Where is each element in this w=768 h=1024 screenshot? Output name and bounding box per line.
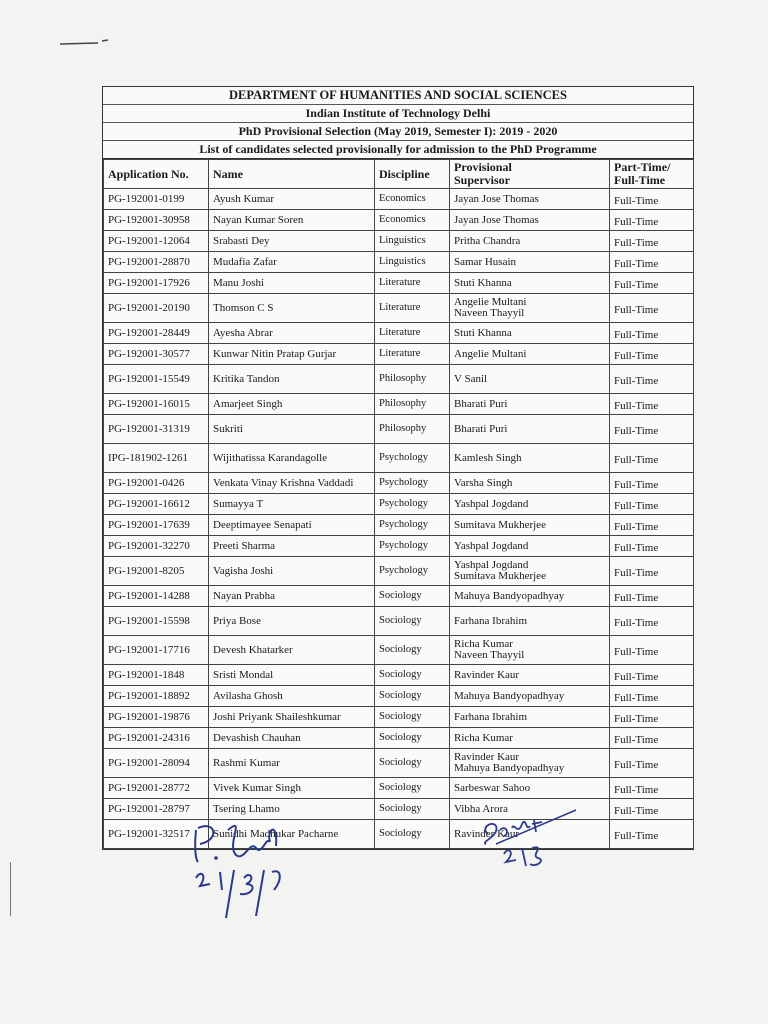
supervisor-name: Angelie Multani [454, 347, 527, 360]
cell-name: Mudafia Zafar [209, 252, 375, 273]
cell-discipline: Economics [375, 189, 450, 210]
supervisor-name: Varsha Singh [454, 476, 513, 489]
cell-application-no: PG-192001-17716 [104, 636, 209, 665]
cell-mode: Full-Time [610, 799, 694, 820]
cell-application-no: PG-192001-17926 [104, 273, 209, 294]
cell-discipline: Psychology [375, 473, 450, 494]
supervisor-name: Richa Kumar [454, 638, 513, 650]
table-row [104, 415, 694, 444]
cell-application-no: PG-192001-16015 [104, 394, 209, 415]
table-row [104, 444, 694, 473]
mode-header-text: Part-Time/ Full-Time [614, 160, 671, 187]
cell-name: Rashmi Kumar [209, 749, 375, 778]
cell-discipline: Psychology [375, 515, 450, 536]
cell-mode: Full-Time [610, 749, 694, 778]
cell-discipline: Philosophy [375, 415, 450, 444]
column-header-discipline: Discipline [375, 160, 450, 189]
table-row [104, 515, 694, 536]
department-title: DEPARTMENT OF HUMANITIES AND SOCIAL SCIENCES [103, 87, 693, 105]
supervisor-name: Bharati Puri [454, 397, 508, 410]
cell-name: Devesh Khatarker [209, 636, 375, 665]
signature-left [186, 800, 296, 920]
supervisor-name: Richa Kumar [454, 731, 513, 744]
cell-discipline: Economics [375, 210, 450, 231]
cell-mode: Full-Time [610, 344, 694, 365]
cell-name: Ayush Kumar [209, 189, 375, 210]
cell-supervisor [450, 536, 610, 557]
supervisor-name: Sarbeswar Sahoo [454, 781, 531, 794]
cell-application-no: PG-192001-17639 [104, 515, 209, 536]
supervisor-name: Farhana Ibrahim [454, 614, 527, 627]
cell-discipline: Sociology [375, 749, 450, 778]
cell-name: Wijithatissa Karandagolle [209, 444, 375, 473]
cell-mode: Full-Time [610, 778, 694, 799]
supervisor-name: Jayan Jose Thomas [454, 192, 539, 205]
cell-mode: Full-Time [610, 728, 694, 749]
cell-mode: Full-Time [610, 665, 694, 686]
table-row [104, 686, 694, 707]
supervisor-header-text: Provisional Supervisor [454, 160, 512, 187]
table-body [104, 189, 694, 849]
cell-supervisor [450, 323, 610, 344]
column-header-supervisor [450, 160, 610, 189]
candidates-table [103, 159, 694, 849]
cell-application-no: PG-192001-20190 [104, 294, 209, 323]
supervisor-name: Sumitava Mukherjee [454, 518, 546, 531]
table-row [104, 210, 694, 231]
cell-discipline: Psychology [375, 444, 450, 473]
table-row [104, 707, 694, 728]
cell-name: Sumayya T [209, 494, 375, 515]
supervisor-name: Stuti Khanna [454, 276, 512, 289]
cell-mode: Full-Time [610, 586, 694, 607]
cell-discipline: Sociology [375, 665, 450, 686]
cell-supervisor [450, 494, 610, 515]
supervisor-name: Angelie Multani [454, 296, 527, 308]
cell-mode: Full-Time [610, 273, 694, 294]
supervisor-name: Ravinder Kaur [454, 827, 520, 840]
supervisor-name: Jayan Jose Thomas [454, 213, 539, 226]
cell-discipline: Sociology [375, 636, 450, 665]
cell-supervisor [450, 365, 610, 394]
cell-supervisor [450, 607, 610, 636]
cell-mode: Full-Time [610, 323, 694, 344]
cell-discipline: Literature [375, 323, 450, 344]
cell-application-no: PG-192001-32517 [104, 820, 209, 849]
table-row [104, 273, 694, 294]
table-row [104, 728, 694, 749]
cell-discipline: Sociology [375, 707, 450, 728]
cell-application-no: PG-192001-0199 [104, 189, 209, 210]
cell-name: Tsering Lhamo [209, 799, 375, 820]
cell-mode: Full-Time [610, 636, 694, 665]
cell-mode: Full-Time [610, 557, 694, 586]
cell-supervisor [450, 444, 610, 473]
cell-name: Vagisha Joshi [209, 557, 375, 586]
cell-application-no: PG-192001-15549 [104, 365, 209, 394]
table-row [104, 494, 694, 515]
cell-supervisor [450, 231, 610, 252]
selection-title: PhD Provisional Selection (May 2019, Semester I): 2019 - 2020 [103, 123, 693, 141]
table-row [104, 665, 694, 686]
cell-supervisor [450, 586, 610, 607]
table-row [104, 536, 694, 557]
cell-supervisor [450, 294, 610, 323]
supervisor-name: Farhana Ibrahim [454, 710, 527, 723]
cell-discipline: Sociology [375, 586, 450, 607]
scan-mark-top-left [58, 36, 118, 50]
cell-application-no: PG-192001-28870 [104, 252, 209, 273]
table-row [104, 778, 694, 799]
cell-application-no: PG-192001-16612 [104, 494, 209, 515]
cell-mode: Full-Time [610, 394, 694, 415]
table-row [104, 749, 694, 778]
cell-application-no: PG-192001-32270 [104, 536, 209, 557]
table-row [104, 231, 694, 252]
left-edge-bracket [10, 862, 14, 916]
cell-mode: Full-Time [610, 231, 694, 252]
cell-name: Srabasti Dey [209, 231, 375, 252]
cell-supervisor [450, 557, 610, 586]
supervisor-name: Samar Husain [454, 255, 517, 268]
supervisor-name: Naveen Thayyil [454, 307, 525, 319]
cell-name: Kunwar Nitin Pratap Gurjar [209, 344, 375, 365]
supervisor-name: Yashpal Jogdand [454, 497, 529, 510]
supervisor-name: Bharati Puri [454, 422, 508, 435]
cell-application-no: PG-192001-30577 [104, 344, 209, 365]
cell-discipline: Psychology [375, 494, 450, 515]
selection-list-document [102, 86, 694, 850]
signature-right [476, 806, 586, 876]
cell-name: Nayan Kumar Soren [209, 210, 375, 231]
cell-mode: Full-Time [610, 473, 694, 494]
cell-mode: Full-Time [610, 536, 694, 557]
cell-application-no: PG-192001-28772 [104, 778, 209, 799]
column-header-name: Name [209, 160, 375, 189]
supervisor-name: Stuti Khanna [454, 326, 512, 339]
cell-name: Devashish Chauhan [209, 728, 375, 749]
cell-discipline: Psychology [375, 536, 450, 557]
cell-supervisor [450, 707, 610, 728]
cell-discipline: Psychology [375, 557, 450, 586]
cell-supervisor [450, 686, 610, 707]
supervisor-name: Yashpal Jogdand [454, 559, 529, 571]
cell-name: Vivek Kumar Singh [209, 778, 375, 799]
cell-supervisor [450, 252, 610, 273]
cell-application-no: IPG-181902-1261 [104, 444, 209, 473]
cell-mode: Full-Time [610, 189, 694, 210]
cell-mode: Full-Time [610, 444, 694, 473]
supervisor-name: Mahuya Bandyopadhyay [454, 589, 565, 602]
cell-supervisor [450, 749, 610, 778]
cell-discipline: Linguistics [375, 252, 450, 273]
table-row [104, 473, 694, 494]
cell-discipline: Sociology [375, 778, 450, 799]
cell-name: Kritika Tandon [209, 365, 375, 394]
cell-application-no: PG-192001-28449 [104, 323, 209, 344]
supervisor-name: Vibha Arora [454, 802, 509, 815]
cell-mode: Full-Time [610, 515, 694, 536]
cell-name: Nayan Prabha [209, 586, 375, 607]
cell-discipline: Sociology [375, 686, 450, 707]
cell-discipline: Sociology [375, 607, 450, 636]
cell-mode: Full-Time [610, 294, 694, 323]
cell-name: Thomson C S [209, 294, 375, 323]
cell-name: Manu Joshi [209, 273, 375, 294]
supervisor-name: Kamlesh Singh [454, 451, 522, 464]
cell-discipline: Linguistics [375, 231, 450, 252]
table-row [104, 252, 694, 273]
cell-application-no: PG-192001-18892 [104, 686, 209, 707]
cell-mode: Full-Time [610, 686, 694, 707]
cell-supervisor [450, 189, 610, 210]
cell-supervisor [450, 665, 610, 686]
cell-application-no: PG-192001-12064 [104, 231, 209, 252]
cell-application-no: PG-192001-15598 [104, 607, 209, 636]
cell-name: Venkata Vinay Krishna Vaddadi [209, 473, 375, 494]
cell-supervisor [450, 778, 610, 799]
cell-application-no: PG-192001-19876 [104, 707, 209, 728]
cell-discipline: Philosophy [375, 394, 450, 415]
supervisor-name: V Sanil [454, 372, 488, 385]
supervisor-name: Yashpal Jogdand [454, 539, 529, 552]
table-row [104, 344, 694, 365]
cell-supervisor [450, 728, 610, 749]
cell-supervisor [450, 515, 610, 536]
cell-name: Avilasha Ghosh [209, 686, 375, 707]
supervisor-name: Mahuya Bandyopadhyay [454, 762, 565, 774]
cell-supervisor [450, 344, 610, 365]
cell-supervisor [450, 415, 610, 444]
table-row [104, 323, 694, 344]
cell-mode: Full-Time [610, 365, 694, 394]
column-header-application: Application No. [104, 160, 209, 189]
cell-name: Priya Bose [209, 607, 375, 636]
cell-mode: Full-Time [610, 820, 694, 849]
cell-application-no: PG-192001-28797 [104, 799, 209, 820]
cell-supervisor [450, 636, 610, 665]
supervisor-name: Sumitava Mukherjee [454, 570, 546, 582]
cell-mode: Full-Time [610, 252, 694, 273]
cell-discipline: Literature [375, 344, 450, 365]
cell-application-no: PG-192001-0426 [104, 473, 209, 494]
table-row [104, 365, 694, 394]
cell-name: Sristi Mondal [209, 665, 375, 686]
cell-application-no: PG-192001-30958 [104, 210, 209, 231]
table-row [104, 636, 694, 665]
supervisor-name: Pritha Chandra [454, 234, 521, 247]
supervisor-name: Ravinder Kaur [454, 751, 520, 763]
cell-name: Deeptimayee Senapati [209, 515, 375, 536]
cell-name: Sukriti [209, 415, 375, 444]
cell-mode: Full-Time [610, 494, 694, 515]
cell-name: Amarjeet Singh [209, 394, 375, 415]
cell-application-no: PG-192001-31319 [104, 415, 209, 444]
cell-discipline: Sociology [375, 799, 450, 820]
cell-application-no: PG-192001-28094 [104, 749, 209, 778]
cell-supervisor [450, 473, 610, 494]
table-row [104, 557, 694, 586]
table-row [104, 607, 694, 636]
supervisor-name: Ravinder Kaur [454, 668, 520, 681]
cell-application-no: PG-192001-1848 [104, 665, 209, 686]
table-header-row [104, 160, 694, 189]
supervisor-name: Naveen Thayyil [454, 649, 525, 661]
cell-mode: Full-Time [610, 707, 694, 728]
cell-discipline: Sociology [375, 728, 450, 749]
cell-mode: Full-Time [610, 607, 694, 636]
supervisor-name: Mahuya Bandyopadhyay [454, 689, 565, 702]
table-row [104, 189, 694, 210]
cell-supervisor [450, 273, 610, 294]
cell-application-no: PG-192001-14288 [104, 586, 209, 607]
column-header-mode [610, 160, 694, 189]
cell-name: Ayesha Abrar [209, 323, 375, 344]
document-header [103, 87, 693, 159]
cell-name: Preeti Sharma [209, 536, 375, 557]
cell-discipline: Literature [375, 294, 450, 323]
cell-mode: Full-Time [610, 415, 694, 444]
institute-name: Indian Institute of Technology Delhi [103, 105, 693, 123]
cell-name: Joshi Priyank Shaileshkumar [209, 707, 375, 728]
cell-supervisor [450, 210, 610, 231]
cell-discipline: Literature [375, 273, 450, 294]
cell-application-no: PG-192001-24316 [104, 728, 209, 749]
table-row [104, 394, 694, 415]
cell-supervisor [450, 394, 610, 415]
list-description: List of candidates selected provisionally for admission to the PhD Programme [199, 142, 597, 156]
cell-name: Sunidhi Madhukar Pacharne [209, 820, 375, 849]
cell-discipline: Sociology [375, 820, 450, 849]
cell-discipline: Philosophy [375, 365, 450, 394]
table-row [104, 294, 694, 323]
cell-application-no: PG-192001-8205 [104, 557, 209, 586]
cell-mode: Full-Time [610, 210, 694, 231]
table-row [104, 586, 694, 607]
